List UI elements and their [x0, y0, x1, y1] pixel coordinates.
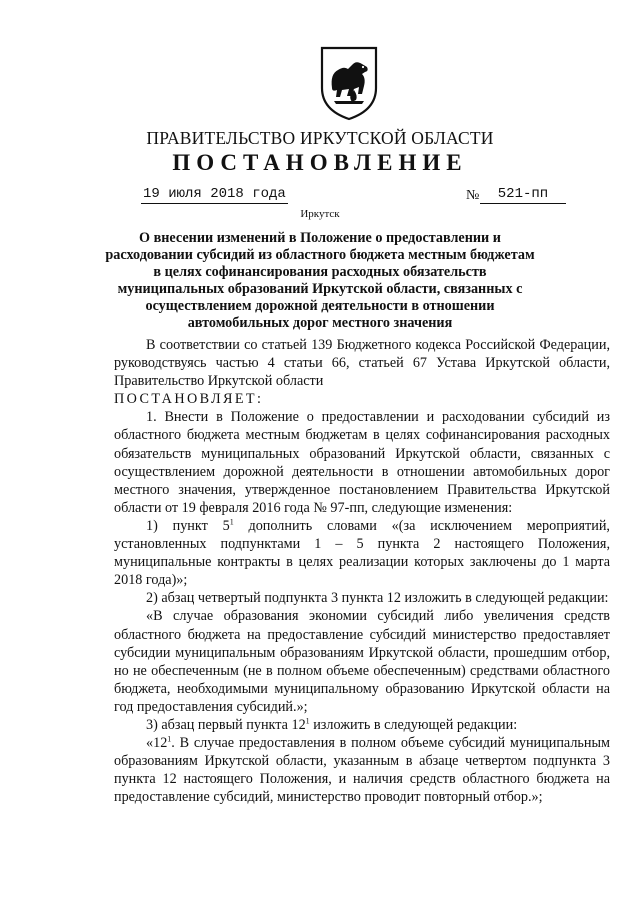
subitem-3-paragraph: [114, 716, 610, 734]
coat-of-arms-emblem: [318, 44, 380, 122]
quote-2-paragraph: «В случае образования экономии субсидий либо увеличения средств областного бюджета на предоставление субсидий министерство предоставляет субсидии муниципальным образованиям Иркутской области, прошедшим отбор, но не обеспеченным (не в полном объеме обеспеченным) средствами областного бюджета, необходимыми муниципальному образованию Иркутской области на год предоставления субсидий.»;: [114, 608, 610, 715]
subitem-3-text-start: 3) абзац первый пункта 12: [146, 716, 306, 733]
item-1-paragraph: 1. Внести в Положение о предоставлении и расходовании субсидий из областного бюджета местным бюджетам в целях софинансирования расходных обязательств муниципальных образований Иркутской области, связанных с осуществлением дорожной деятельности в отношении автомобильных дорог местного значения, утвержденное постановлением Правительства Иркутской области от 19 февраля 2016 года № 97-пп, следующие изменения:: [114, 409, 610, 516]
subitem-3-superscript: 1: [305, 716, 310, 726]
subitem-1-text-start: 1) пункт 5: [146, 517, 230, 534]
subitem-1-text-end: дополнить словами «(за исключением мероприятий, установленных подпунктами 1 – 5 пункта 2 настоящего Положения, муниципальные контракты в целях реализации которых заключены до 1 марта 2018 года)»;: [114, 517, 610, 589]
quote-3-text-end: . В случае предоставления в полном объеме субсидий муниципальным образованиям Иркутской области, указанным в абзаце четвертом подпункта 3 пункта 12 настоящего Положения, и наличия средств областного бюджета на предоставление субсидий, министерство проводит повторный отбор.»;: [114, 735, 610, 806]
document-body: [114, 336, 610, 806]
quote-3-superscript: 1: [167, 734, 172, 744]
quote-3-text-start: «12: [146, 735, 168, 752]
document-type: ПОСТАНОВЛЕНИЕ: [172, 150, 468, 175]
quote-3-paragraph: [114, 734, 610, 806]
preamble-paragraph: В соответствии со статьей 139 Бюджетного кодекса Российской Федерации, руководствуясь частью 4 статьи 66, статьей 67 Устава Иркутской области, Правительство Иркутской области: [114, 337, 610, 390]
subitem-2-paragraph: 2) абзац четвертый подпункта 3 пункта 12 изложить в следующей редакции:: [146, 590, 609, 607]
document-city: Иркутск: [300, 208, 340, 220]
subitem-1-paragraph: [114, 517, 610, 589]
document-date: 19 июля 2018 года: [143, 186, 286, 202]
resolves-line: ПОСТАНОВЛЯЕТ:: [114, 391, 264, 408]
government-title: ПРАВИТЕЛЬСТВО ИРКУТСКОЙ ОБЛАСТИ: [146, 128, 494, 148]
subitem-1-superscript: 1: [229, 517, 234, 527]
subitem-3-text-end: изложить в следующей редакции:: [309, 716, 518, 733]
document-number: 521-пп: [480, 186, 566, 204]
document-heading: О внесении изменений в Положение о предоставлении и расходовании субсидий из областного бюджета местным бюджетам в целях софинансирования расходных обязательств муниципальных образований Иркутской области, связанных с осуществлением дорожной деятельности в отношении автомобильных дорог местного значения: [105, 230, 535, 331]
number-sign: №: [466, 188, 480, 203]
